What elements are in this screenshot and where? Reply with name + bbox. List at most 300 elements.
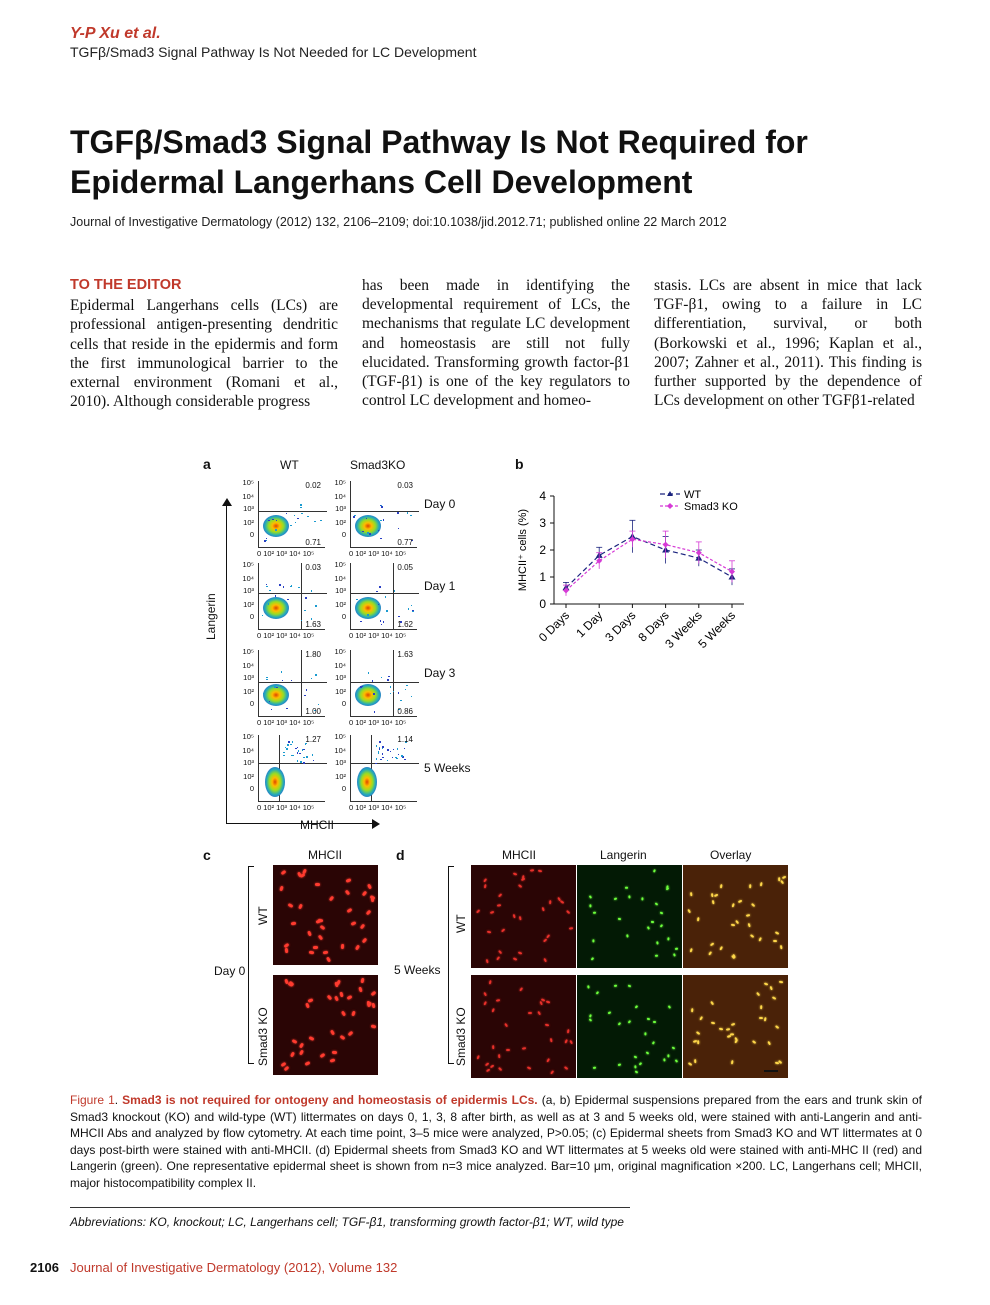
cell-signal [326, 957, 331, 963]
event-dot [381, 506, 383, 508]
quadrant-value-bottom: 0.71 [305, 538, 321, 547]
cell-signal [593, 1066, 596, 1068]
x-tick-label: 8 Days [635, 608, 672, 645]
event-dot [306, 689, 308, 691]
x-tick-labels: 0 10² 10³ 10⁴ 10⁵ [257, 549, 315, 558]
cell-signal [773, 940, 777, 943]
cell-signal [628, 985, 631, 988]
x-tick-labels: 0 10² 10³ 10⁴ 10⁵ [349, 803, 407, 812]
y-tick-label: 10² [335, 518, 346, 527]
cell-signal [569, 1039, 573, 1044]
cell-signal [696, 917, 699, 921]
running-author: Y-P Xu et al. [70, 25, 161, 42]
cell-signal [527, 1066, 532, 1070]
event-dot [380, 759, 382, 761]
cell-signal [322, 950, 327, 954]
cell-signal [489, 1064, 494, 1068]
event-dot [378, 530, 380, 532]
cell-signal [734, 1039, 738, 1044]
cell-signal [497, 904, 501, 907]
cell-signal [565, 910, 570, 915]
cell-signal [759, 882, 762, 886]
event-dot [368, 672, 370, 674]
event-dot [396, 758, 398, 760]
event-dot [297, 518, 299, 520]
y-tick-label: 2 [539, 543, 546, 557]
cell-signal [512, 914, 515, 918]
cell-signal [546, 1000, 551, 1003]
body-text-3: stasis. LCs are absent in mice that lack TGF-β1, owing to a failure in LC differentiation, survival, or both (Borkowski et al., 1996; Kaplan et al., 2007; Zahner et al., 2011). This finding is further supported by the dependence of LCs development on other TGFβ1-related [654, 277, 922, 410]
y-tick-label: 10² [243, 518, 254, 527]
x-tick-labels: 0 10² 10³ 10⁴ 10⁵ [257, 631, 315, 640]
y-tick-label: 0 [249, 784, 254, 793]
event-dot [410, 515, 412, 517]
event-dot [383, 519, 385, 521]
cell-signal [697, 1040, 699, 1044]
cell-density-cloud [265, 767, 285, 797]
event-dot [382, 746, 384, 748]
y-tick-label: 0 [341, 530, 346, 539]
cell-signal [691, 1008, 694, 1012]
cell-signal [313, 946, 318, 949]
cell-signal [689, 948, 692, 953]
y-tick-label: 10⁴ [242, 492, 254, 501]
event-dot [390, 686, 392, 688]
cell-signal [665, 888, 668, 891]
panel-d-row-ko: Smad3 KO [454, 1007, 468, 1066]
caption-label: Figure 1 [70, 1093, 115, 1107]
cell-signal [491, 1008, 495, 1013]
event-dot [407, 512, 409, 514]
y-tick-label: 0 [249, 612, 254, 621]
event-dot [295, 522, 297, 524]
y-tick-label: 10² [243, 600, 254, 609]
flow-plot [258, 735, 325, 802]
event-dot [411, 696, 413, 698]
cell-signal [737, 899, 742, 903]
flow-plot [350, 650, 417, 717]
cell-signal [280, 870, 286, 875]
cell-signal [346, 995, 352, 1000]
y-tick-label: 10³ [243, 673, 254, 682]
event-dot [290, 744, 292, 746]
event-dot [393, 691, 395, 693]
cell-signal [774, 932, 779, 936]
cell-signal [660, 924, 663, 927]
abbreviations: Abbreviations: KO, knockout; LC, Langerhans cell; TGF-β1, transforming growth factor-β1; WT, wild type [70, 1215, 624, 1229]
y-tick-label: 10² [243, 687, 254, 696]
row-time-label: Day 1 [424, 579, 456, 593]
cell-signal [726, 1034, 731, 1037]
cell-signal [710, 1001, 714, 1006]
cell-signal [607, 1012, 610, 1015]
event-dot [386, 610, 388, 612]
cell-signal [497, 950, 501, 955]
cell-signal [764, 982, 769, 986]
cell-signal [341, 1011, 346, 1017]
event-dot [292, 741, 294, 743]
cell-signal [361, 938, 367, 944]
data-point-ko [663, 542, 669, 548]
event-dot [360, 621, 362, 623]
event-dot [404, 759, 406, 761]
citation-line: Journal of Investigative Dermatology (2012) 132, 2106–2109; doi:10.1038/jid.2012.71; published online 22 March 2012 [70, 215, 727, 229]
flow-plot [258, 563, 325, 630]
cell-signal [687, 1062, 692, 1066]
y-tick-label: 10³ [335, 586, 346, 595]
cell-signal [347, 908, 353, 913]
quadrant-value-bottom: 1.00 [305, 707, 321, 716]
y-tick-label: 0 [249, 530, 254, 539]
event-dot [387, 679, 389, 681]
cell-signal [549, 1038, 552, 1042]
cell-signal [763, 1017, 766, 1021]
quadrant-value-bottom: 1.62 [397, 620, 413, 629]
flow-plot [350, 735, 417, 802]
quadrant-value-top: 0.03 [397, 481, 413, 490]
event-dot [275, 529, 277, 531]
cell-signal [495, 999, 499, 1002]
y-tick-label: 0 [341, 699, 346, 708]
cell-signal [307, 998, 313, 1003]
cell-signal [513, 957, 518, 961]
event-dot [373, 693, 375, 695]
y-tick-label: 3 [539, 516, 546, 530]
y-tick-label: 10⁴ [334, 746, 346, 755]
micrograph-d-wt-langerin [577, 865, 682, 968]
y-tick-label: 10³ [243, 758, 254, 767]
cell-signal [518, 987, 522, 992]
cell-signal [370, 1025, 376, 1029]
body-text-1: Epidermal Langerhans cells (LCs) are professional antigen-presenting dendritic cells that reside in the epidermis and form the first immunological barrier to the external environment (Romani et al., 2010). Although considerable progress [70, 297, 338, 411]
body-text-2: has been made in identifying the developmental requirement of LCs, the mechanisms that regulate LC development and homeostasis are still not fully elucidated. Transforming growth factor-β1 (TGF-β1) is one of the key regulators to control LC development and homeo- [362, 277, 630, 410]
micrograph-d-wt-overlay [683, 865, 788, 968]
event-dot [288, 741, 290, 743]
cell-signal [299, 1043, 304, 1049]
row-time-label: Day 0 [424, 497, 456, 511]
y-tick-label: 0 [539, 597, 546, 611]
cell-signal [306, 1003, 311, 1009]
series-line-0 [566, 537, 732, 588]
cell-signal [483, 1000, 487, 1005]
cell-signal [639, 1062, 642, 1065]
event-dot [300, 507, 302, 509]
event-dot [304, 695, 306, 697]
cell-signal [564, 1066, 569, 1070]
x-tick-label: 0 Days [535, 608, 573, 645]
panel-d-col-langerin: Langerin [600, 848, 647, 862]
cell-signal [521, 877, 526, 881]
cell-signal [618, 1064, 621, 1067]
scale-bar [764, 1070, 778, 1072]
event-dot [381, 677, 383, 679]
cell-signal [490, 910, 495, 914]
event-dot [401, 755, 403, 757]
cell-signal [772, 996, 777, 1000]
y-tick-label: 10³ [335, 504, 346, 513]
panel-d-letter: d [396, 847, 405, 863]
x-tick-labels: 0 10² 10³ 10⁴ 10⁵ [257, 718, 315, 727]
event-dot [313, 760, 315, 762]
gate-vertical [393, 563, 394, 629]
quadrant-value-top: 0.03 [305, 563, 321, 572]
event-dot [262, 615, 264, 617]
cell-signal [780, 880, 784, 885]
event-dot [311, 590, 313, 592]
event-dot [405, 689, 407, 691]
cell-signal [513, 872, 518, 876]
panel-a-col-ko: Smad3KO [350, 458, 406, 472]
event-dot [268, 520, 270, 522]
event-dot [412, 611, 414, 613]
cell-signal [497, 1067, 502, 1071]
cell-signal [617, 918, 620, 920]
cell-signal [750, 903, 755, 907]
running-title: TGFβ/Smad3 Signal Pathway Is Not Needed for LC Development [70, 44, 477, 60]
y-tick-label: 10³ [335, 758, 346, 767]
figure-caption: Figure 1. Smad3 is not required for ontogeny and homeostasis of epidermis LCs. (a, b) Epidermal suspensions prepared from the ears and trunk skin of Smad3 knockout (KO) and wild-type (WT) littermates on days 0, 1, 3, 8 after birth, as well as at 3 and 5 weeks old, were stained with anti-Langerin and anti-MHCII Abs and analyzed by flow cytometry. At each time point, 3–5 mice were analyzed, P>0.05; (c) Epidermal sheets from Smad3 KO and WT littermates at 0 days post-birth were stained with anti-MHCII. (d) Epidermal sheets from Smad3 KO and WT littermates at 5 weeks old were stained with anti-MHC II (red) and Langerin (green). One representative epidermal sheet is shown from n=3 mice analyzed. Bar=10 μm, original magnification ×200. LC, Langerhans cell; MHCII, major histocompatibility complex II. [70, 1093, 922, 1190]
cell-signal [491, 1045, 494, 1049]
cell-density-cloud [355, 515, 381, 537]
event-dot [379, 586, 381, 588]
quadrant-value-top: 1.63 [397, 650, 413, 659]
cell-signal [326, 995, 332, 1001]
mhcii-arrowhead [372, 819, 380, 829]
event-dot [398, 616, 400, 618]
cell-signal [730, 1060, 733, 1064]
cell-signal [366, 910, 372, 916]
cell-signal [371, 897, 374, 902]
cell-signal [709, 942, 714, 946]
event-dot [388, 676, 390, 678]
cell-signal [299, 1049, 304, 1055]
panel-b-letter: b [515, 456, 524, 472]
cell-signal [668, 1005, 671, 1008]
cell-signal [614, 984, 617, 986]
cell-signal [496, 956, 500, 961]
cell-signal [498, 1054, 501, 1058]
cell-signal [543, 958, 547, 963]
event-dot [290, 586, 292, 588]
y-tick-label: 10⁵ [334, 478, 346, 487]
cell-signal [651, 920, 654, 922]
cell-signal [760, 1005, 763, 1009]
event-dot [394, 590, 396, 592]
event-dot [312, 754, 314, 756]
y-tick-label: 0 [341, 612, 346, 621]
event-dot [372, 680, 374, 682]
y-tick-label: 10⁵ [334, 647, 346, 656]
cell-signal [330, 1058, 336, 1062]
event-dot [380, 520, 382, 522]
event-dot [376, 758, 378, 760]
x-tick-label: 3 Days [602, 608, 639, 645]
langerin-axis-arrow [226, 505, 227, 823]
cell-signal [549, 900, 552, 904]
cell-signal [288, 903, 294, 908]
y-tick-label: 1 [539, 570, 546, 584]
panel-c-row-ko: Smad3 KO [256, 1007, 270, 1066]
cell-signal [767, 1041, 771, 1046]
event-dot [395, 757, 397, 759]
y-axis-label: MHCII⁺ cells (%) [517, 508, 529, 592]
cell-signal [319, 1053, 325, 1058]
cell-signal [341, 944, 344, 949]
cell-signal [720, 884, 723, 888]
cell-signal [346, 878, 352, 883]
y-tick-label: 10⁴ [334, 574, 346, 583]
quadrant-value-top: 0.02 [305, 481, 321, 490]
cell-signal [315, 883, 320, 886]
gate-horizontal [259, 763, 327, 764]
gate-horizontal [351, 511, 419, 512]
event-dot [406, 685, 408, 687]
x-tick-labels: 0 10² 10³ 10⁴ 10⁵ [349, 631, 407, 640]
event-dot [353, 516, 355, 518]
cell-signal [731, 903, 734, 908]
cell-signal [284, 1066, 290, 1072]
event-dot [297, 747, 299, 749]
gate-vertical [393, 650, 394, 716]
event-dot [362, 531, 364, 533]
cell-signal [745, 913, 749, 916]
section-heading: TO THE EDITOR [70, 277, 182, 293]
event-dot [294, 515, 296, 517]
event-dot [404, 748, 406, 750]
cell-signal [652, 1020, 655, 1022]
cell-signal [308, 950, 313, 954]
cell-signal [713, 894, 718, 898]
event-dot [298, 750, 300, 752]
panel-d-col-mhcii: MHCII [502, 848, 536, 862]
y-tick-label: 4 [539, 489, 546, 503]
event-dot [387, 749, 389, 751]
event-dot [281, 671, 283, 673]
gate-vertical [301, 650, 302, 716]
cell-signal [719, 946, 723, 951]
cell-signal [641, 897, 643, 900]
event-dot [315, 674, 317, 676]
data-point-ko [729, 569, 735, 575]
cell-signal [774, 1025, 779, 1029]
event-dot [375, 763, 377, 765]
event-dot [291, 680, 293, 682]
cell-signal [504, 1022, 508, 1027]
micrograph-d-ko-langerin [577, 975, 682, 1078]
event-dot [269, 701, 271, 703]
event-dot [318, 704, 320, 706]
cell-signal [485, 958, 488, 962]
cell-signal [486, 1068, 491, 1072]
event-dot [385, 596, 387, 598]
y-tick-label: 10⁵ [242, 560, 254, 569]
y-tick-label: 10³ [243, 504, 254, 513]
cell-signal [759, 1017, 763, 1020]
panel-c-letter: c [203, 847, 211, 863]
x-tick-labels: 0 10² 10³ 10⁴ 10⁵ [257, 803, 315, 812]
event-dot [374, 711, 376, 713]
event-dot [303, 762, 305, 764]
event-dot [397, 512, 399, 514]
x-tick-labels: 0 10² 10³ 10⁴ 10⁵ [349, 718, 407, 727]
gate-horizontal [259, 593, 327, 594]
event-dot [408, 608, 410, 610]
event-dot [305, 597, 307, 599]
x-tick-label: 3 Weeks [662, 608, 705, 651]
cell-signal [590, 904, 592, 907]
cell-signal [550, 1070, 554, 1075]
cell-signal [539, 1001, 543, 1006]
quadrant-value-top: 0.05 [397, 563, 413, 572]
cell-signal [675, 948, 678, 950]
y-tick-label: 10³ [243, 586, 254, 595]
quadrant-value-top: 1.14 [397, 735, 413, 744]
quadrant-value-bottom: 1.63 [305, 620, 321, 629]
cell-signal [486, 930, 490, 933]
cell-signal [613, 897, 616, 900]
cell-signal [749, 884, 752, 888]
event-dot [314, 521, 316, 523]
cell-signal [545, 1024, 549, 1027]
cell-signal [285, 948, 289, 953]
cell-signal [653, 869, 656, 872]
y-tick-label: 10⁴ [334, 492, 346, 501]
micrograph-d-ko-overlay [683, 975, 788, 1078]
y-tick-label: 10⁵ [242, 732, 254, 741]
page-number: 2106 [30, 1260, 59, 1275]
cell-signal [367, 883, 372, 889]
cell-signal [675, 1059, 678, 1062]
event-dot [274, 686, 276, 688]
cell-signal [647, 927, 650, 930]
event-dot [283, 755, 285, 757]
event-dot [382, 753, 384, 755]
cell-signal [634, 1056, 637, 1059]
panel-d-row-wt: WT [454, 914, 468, 933]
cell-signal [546, 934, 550, 939]
langerin-arrowhead [222, 498, 232, 506]
panel-c-col-mhcii: MHCII [308, 848, 342, 862]
cell-signal [330, 1030, 335, 1036]
data-point-ko [696, 550, 702, 556]
event-dot [266, 679, 268, 681]
panel-a-letter: a [203, 456, 211, 472]
cell-signal [652, 1041, 655, 1044]
y-tick-label: 10⁴ [242, 661, 254, 670]
cell-signal [660, 911, 663, 914]
cell-signal [541, 907, 544, 912]
event-dot [268, 603, 270, 605]
cell-density-cloud [357, 767, 377, 797]
cell-signal [626, 935, 628, 938]
cell-density-cloud [263, 597, 289, 619]
cell-signal [517, 884, 522, 888]
event-dot [378, 604, 380, 606]
cell-signal [334, 996, 339, 1002]
cell-signal [485, 1062, 490, 1066]
event-dot [286, 748, 288, 750]
event-dot [287, 744, 289, 746]
cell-signal [488, 979, 491, 983]
event-dot [272, 519, 274, 521]
micrograph-c-wt-mhcii [273, 865, 378, 965]
cell-signal [360, 923, 365, 929]
cell-signal [483, 992, 487, 997]
cell-signal [308, 930, 313, 936]
cell-signal [668, 938, 670, 941]
panel-d-col-overlay: Overlay [710, 848, 752, 862]
cell-signal [290, 1051, 295, 1057]
